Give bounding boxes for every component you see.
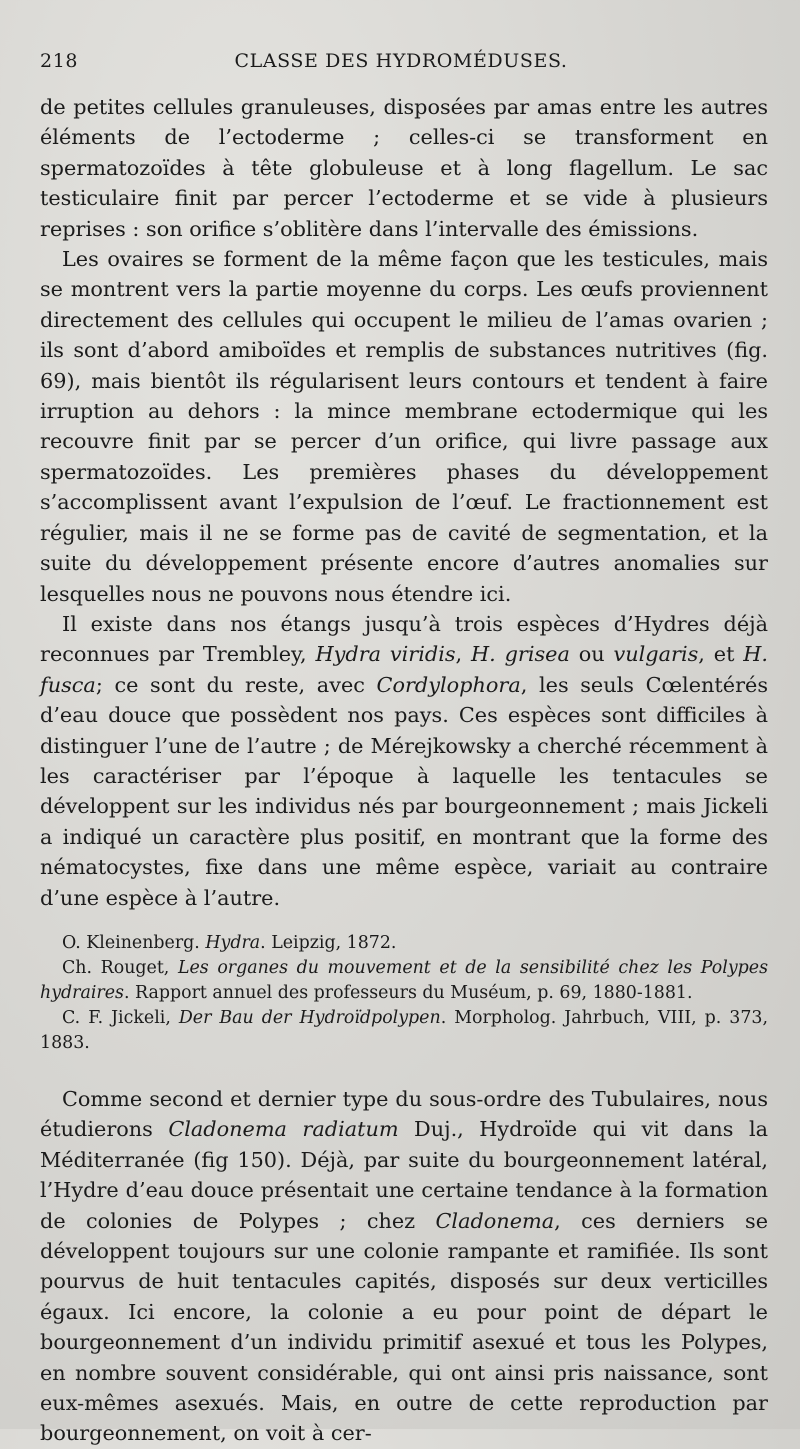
running-head — [40, 50, 762, 80]
taxon-cladonema-radiatum: Cladonema radiatum — [168, 1117, 399, 1142]
reference-item: Ch. Rouget, Les organes du mouvement et de la sensibilité chez les Polypes hydraires. Rapport annuel des professeurs du Muséum, p. 69, 1880-1881. — [40, 957, 769, 1003]
paragraph-especes-hydres: Il existe dans nos étangs jusqu’à trois espèces d’Hydres déjà reconnues par Trembley, Hydra viridis, H. grisea ou vulgaris, et H. fusca; ce sont du reste, avec Cordylophora, les seuls Cœlentérés d’eau douce que possèdent nos pays. Ces espèces sont difficiles à distinguer l’une de l’autre ; de Mérejkowsky a cherché récemment à les caractériser par l’époque à laquelle les tentacules se développent sur les individus nés par bourgeonnement ; mais Jickeli a indiqué un caractère plus positif, en montrant que la forme des nématocystes, fixe dans une même espèce, variait au contraire d’une espèce à l’autre. — [40, 611, 769, 910]
paragraph-cladonema: Comme second et dernier type du sous-ordre des Tubulaires, nous étudierons Cladonema radiatum Duj., Hydroïde qui vit dans la Méditerranée (fig 150). Déjà, par suite du bourgeonnement latéral, l’Hydre d’eau douce présentait une certaine tendance à la formation de colonies de Polypes ; chez Cladonema, ces derniers se développent toujours sur une colonie rampante et ramifiée. Ils sont pourvus de huit tentacules capités, disposés sur deux verticilles égaux. Ici encore, la colonie a eu pour point de départ le bourgeonnement d’un individu primitif asexué et tous les Polypes, en nombre souvent considérable, qui ont ainsi pris naissance, sont eux-mêmes asexués. Mais, en outre de cette reproduction par bourgeonnement, on voit à cer- — [40, 1086, 768, 1446]
taxon-h-fusca: H. fusca — [40, 642, 769, 697]
paragraph-ovaires: Les ovaires se forment de la même façon que les testicules, mais se montrent vers la partie moyenne du corps. Les œufs proviennent directement des cellules qui occupent le milieu de l’amas ovarien ; ils sont d’abord amiboïdes et remplis de substances nutritives (fig. 69), mais bientôt ils régularisent leurs contours et tendent à faire irruption au dehors : la mince membrane ectodermique qui les recouvre finit par se percer d’un orifice, qui livre passage aux spermatozoïdes. Les premières phases du développement s’accomplissent avant l’expulsion de l’œuf. Le fractionnement est régulier, mais il ne se forme pas de cavité de segmentation, et la suite du développement présente encore d’autres anomalies sur lesquelles nous ne pouvons nous étendre ici. — [40, 247, 768, 606]
taxon-hydra-viridis: Hydra viridis — [315, 642, 456, 667]
section-cladonema — [40, 1084, 768, 1449]
page-number: 218 — [40, 50, 79, 72]
bibliography — [40, 931, 768, 1056]
running-title: CLASSE DES HYDROMÉDUSES. — [234, 50, 568, 72]
body-text — [40, 92, 768, 1449]
reference-item: O. Kleinenberg. Hydra. Leipzig, 1872. — [62, 932, 397, 953]
reference-item: C. F. Jickeli, Der Bau der Hydroïdpolypen. Morpholog. Jahrbuch, VIII, p. 373, 1883. — [40, 1007, 769, 1053]
taxon-h-grisea: H. grisea — [471, 642, 570, 667]
taxon-cordylophora: Cordylophora — [376, 672, 521, 697]
paragraph-testicules-end: de petites cellules granuleuses, disposées par amas entre les autres éléments de l’ectoderme ; celles-ci se transforment en spermatozoïdes à tête globuleuse et à long flagellum. Le sac testiculaire finit par percer l’ectoderme et se vide à plusieurs reprises : son orifice s’oblitère dans l’intervalle des émissions. — [40, 95, 768, 241]
taxon-vulgaris: vulgaris — [613, 642, 699, 667]
taxon-cladonema: Cladonema — [435, 1208, 555, 1233]
